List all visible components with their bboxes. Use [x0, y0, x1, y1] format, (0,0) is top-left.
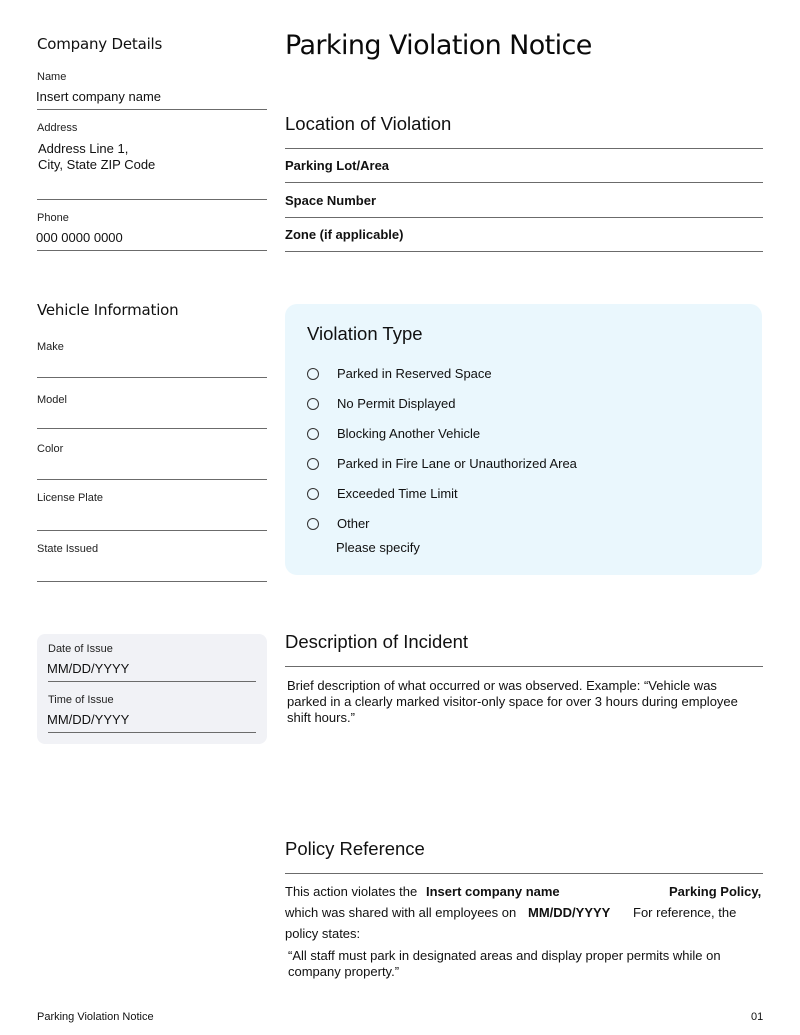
issue-date-panel — [37, 634, 267, 744]
model-label: Model — [37, 394, 67, 406]
policy-heading: Policy Reference — [285, 838, 425, 859]
option-label-exceeded-time[interactable]: Exceeded Time Limit — [337, 486, 458, 501]
make-underline — [37, 377, 267, 378]
policy-name: Parking Policy, — [669, 884, 762, 899]
option-label-fire-lane[interactable]: Parked in Fire Lane or Unauthorized Area — [337, 456, 577, 471]
address-line-2: City, State ZIP Code — [38, 157, 156, 172]
page-number: 01 — [751, 1011, 764, 1023]
option-label-reserved-space[interactable]: Parked in Reserved Space — [337, 366, 492, 381]
radio-no-permit[interactable] — [307, 398, 319, 410]
company-name-label: Name — [37, 71, 67, 83]
zone-underline — [285, 251, 763, 252]
page-title: Parking Violation Notice — [285, 30, 592, 61]
color-label: Color — [37, 443, 64, 455]
description-rule — [285, 666, 763, 667]
description-heading: Description of Incident — [285, 631, 469, 652]
policy-line3: policy states: — [285, 926, 361, 941]
option-label-other[interactable]: Other — [337, 516, 370, 531]
address-line-1: Address Line 1, — [38, 141, 129, 156]
vehicle-info-heading: Vehicle Information — [37, 301, 179, 319]
policy-company-name-field[interactable]: Insert company name — [426, 884, 560, 899]
model-field[interactable] — [37, 408, 267, 428]
parking-lot-field[interactable]: Parking Lot/Area — [285, 158, 390, 173]
time-of-issue-field[interactable]: MM/DD/YYYY — [47, 712, 130, 727]
radio-other[interactable] — [307, 518, 319, 530]
violation-type-heading: Violation Type — [307, 323, 423, 344]
zone-field[interactable]: Zone (if applicable) — [285, 227, 404, 242]
description-textarea[interactable]: Brief description of what occurred or was observed. Example: “Vehicle was parked in a clearly marked visitor-only space for over 3 hours during employee shift hours.” — [287, 678, 738, 725]
state-issued-underline — [37, 581, 267, 582]
address-underline — [37, 199, 267, 200]
space-number-field[interactable]: Space Number — [285, 193, 377, 208]
location-heading: Location of Violation — [285, 113, 452, 134]
date-of-issue-field[interactable]: MM/DD/YYYY — [47, 661, 130, 676]
space-number-underline — [285, 217, 763, 218]
license-plate-underline — [37, 530, 267, 531]
radio-blocking-vehicle[interactable] — [307, 428, 319, 440]
other-specify-input[interactable]: Please specify — [336, 540, 420, 555]
state-issued-field[interactable] — [37, 560, 267, 580]
address-field[interactable] — [38, 141, 267, 197]
phone-underline — [37, 250, 267, 251]
color-underline — [37, 479, 267, 480]
policy-line2-suffix: For reference, the — [633, 905, 737, 920]
radio-exceeded-time[interactable] — [307, 488, 319, 500]
address-label: Address — [37, 122, 78, 134]
policy-shared-date-field[interactable]: MM/DD/YYYY — [528, 905, 611, 920]
make-label: Make — [37, 341, 64, 353]
make-field[interactable] — [37, 356, 267, 376]
color-field[interactable] — [37, 458, 267, 478]
date-of-issue-label: Date of Issue — [48, 643, 113, 655]
radio-reserved-space[interactable] — [307, 368, 319, 380]
phone-field[interactable]: 000 0000 0000 — [36, 230, 123, 245]
company-name-underline — [37, 109, 267, 110]
footer-title: Parking Violation Notice — [37, 1011, 154, 1023]
time-underline — [48, 732, 256, 733]
company-name-field[interactable]: Insert company name — [36, 89, 162, 104]
policy-line2-prefix: which was shared with all employees on — [285, 905, 517, 920]
model-underline — [37, 428, 267, 429]
policy-line1-prefix: This action violates the — [285, 884, 418, 899]
policy-quote: “All staff must park in designated areas and display proper permits while on company property.” — [288, 948, 721, 979]
option-label-blocking-vehicle[interactable]: Blocking Another Vehicle — [337, 426, 481, 441]
time-of-issue-label: Time of Issue — [48, 694, 114, 706]
radio-fire-lane[interactable] — [307, 458, 319, 470]
state-issued-label: State Issued — [37, 543, 99, 555]
parking-lot-underline — [285, 182, 763, 183]
license-plate-label: License Plate — [37, 492, 104, 504]
option-label-no-permit[interactable]: No Permit Displayed — [337, 396, 456, 411]
policy-rule — [285, 873, 763, 874]
phone-label: Phone — [37, 212, 69, 224]
date-underline — [48, 681, 256, 682]
license-plate-field[interactable] — [37, 509, 267, 529]
location-top-rule — [285, 148, 763, 149]
violation-type-panel — [285, 304, 762, 575]
company-details-heading: Company Details — [37, 35, 163, 53]
